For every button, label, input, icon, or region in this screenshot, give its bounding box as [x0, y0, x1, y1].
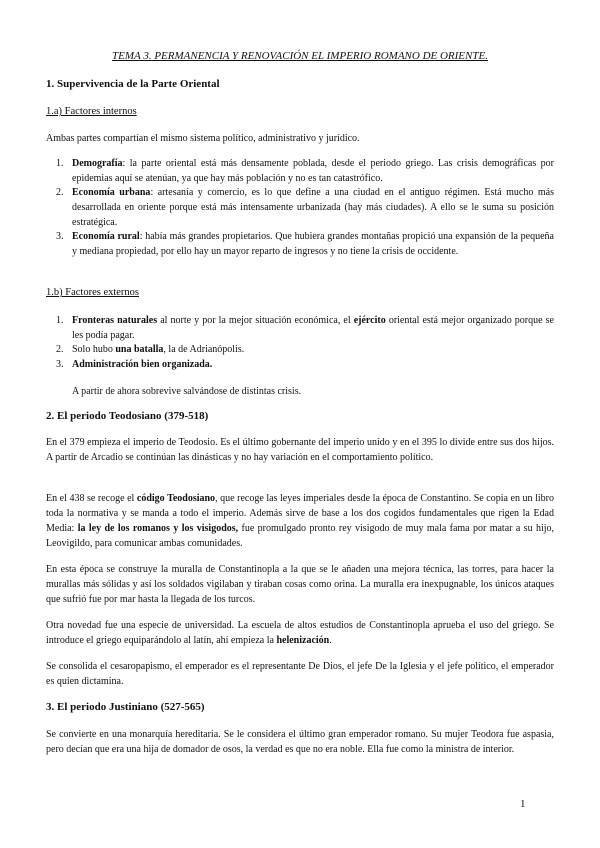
- paragraph-emphasis: helenización: [276, 635, 330, 646]
- list-item-term: ejército: [353, 315, 386, 326]
- list-number: 2.: [56, 344, 64, 355]
- section-1b-subheading: 1.b) Factores externos: [46, 287, 140, 298]
- list-item: [56, 229, 554, 259]
- paragraph-text: fue promulgado pronto rey visigodo de muy mala fama por matar a su hijo, Leovigildo, para comunicar ambas comunidades.: [46, 523, 555, 549]
- list-item: [56, 185, 554, 230]
- paragraph-emphasis: la ley de los romanos y los visigodos,: [77, 523, 239, 534]
- list-item-text: : artesanía y comercio, es lo que define a una ciudad en el antiguo régimen. Está mucho más desarrollada en oriente porque está más intensamente urbanizada (hay más ciudades). A ello se le suma su posición estratégica.: [72, 187, 554, 228]
- section-3-paragraph-1: Se convierte en una monarquía hereditaria. Se le considera el último gran emperador romano. Su mujer Teodora fue aspasia, pero decían que era una hija de domador de osos, la verdad es que no era noble. Ella fue como la ministra de interior.: [46, 729, 554, 755]
- page-number: 1: [520, 798, 526, 810]
- list-item-term: Demografía: [72, 158, 123, 169]
- section-2-paragraph-4: [46, 618, 554, 648]
- section-2-paragraph-3: En esta época se construye la muralla de Constantinopla a la que se le añaden una mejora técnica, las torres, para hacer la murallas más sólidas y así los soldados vigilaban y tiraban cosas como orina. La muralla era inexpugnable, los únicos ataques que sufrió fue por mar hasta la llegada de los turcos.: [46, 564, 554, 605]
- section-1b-note: A partir de ahora sobrevive salvándose de distintas crisis.: [72, 386, 302, 397]
- list-item-text: al norte y por la mejor situación económica, el: [157, 315, 354, 326]
- list-item-term: Economía rural: [72, 231, 140, 242]
- section-2-heading: 2. El periodo Teodosiano (379-518): [46, 410, 209, 422]
- paragraph-text: En el 438 se recoge el: [46, 493, 137, 504]
- paragraph-text: , que recoge las leyes imperiales desde la época de Constantino. Se copia en un libro toda la normativa y se manda a todo el imperio. Además sirve de base a los dos cogidos fundamentales que rigen la Edad Media:: [46, 493, 554, 534]
- list-item-text: : había más grandes propietarios. Que hubiera grandes montañas propició una expansión de la pequeña y mediana propiedad, por ello hay un mayor reparto de ingresos y no tiene la crisis de occidente.: [72, 231, 554, 257]
- paragraph-text: .: [329, 635, 332, 646]
- list-item: [56, 342, 554, 357]
- paragraph-text: Otra novedad fue una especie de universidad. La escuela de altos estudios de Constantinopla aprueba el uso del griego. Se introduce el griego equiparándolo al latín, ahí empieza la: [46, 620, 554, 646]
- section-2-paragraph-5: Se consolida el cesaropapismo, el emperador es el representante De Dios, el jefe De la Iglesia y el jefe político, el emperador es quien dictamina.: [46, 661, 554, 687]
- section-1-heading: 1. Supervivencia de la Parte Oriental: [46, 78, 220, 90]
- list-item-text: Solo hubo: [72, 344, 116, 355]
- list-item-term: una batalla: [115, 344, 164, 355]
- list-number: 3.: [56, 231, 64, 242]
- section-3-heading: 3. El periodo Justiniano (527-565): [46, 701, 205, 713]
- list-item-text: oriental está mejor organizado porque se les podía pagar.: [72, 315, 554, 341]
- section-1a-subheading: 1.a) Factores internos: [46, 106, 137, 117]
- document-title: TEMA 3. PERMANENCIA Y RENOVACIÓN EL IMPERIO ROMANO DE ORIENTE.: [112, 50, 488, 62]
- list-item-text: , la de Adrianópolis.: [163, 344, 245, 355]
- list-number: 2.: [56, 187, 64, 198]
- list-item: [56, 357, 554, 372]
- section-2-paragraph-2: [46, 491, 554, 551]
- list-item-term: Fronteras naturales: [72, 315, 158, 326]
- list-item-text: : la parte oriental está más densamente poblada, desde el periodo griego. Las crisis demográficas por epidemias aquí se atenúan, ya que hay más población y no es tan catastrófico.: [72, 158, 554, 184]
- list-item-term: Administración bien organizada.: [72, 359, 213, 370]
- list-number: 3.: [56, 359, 64, 370]
- list-item-term: Economía urbana: [72, 187, 151, 198]
- section-1a-intro: Ambas partes compartían el mismo sistema político, administrativo y jurídico.: [46, 133, 360, 144]
- section-2-paragraph-1: En el 379 empieza el imperio de Teodosio. Es el último gobernante del imperio unido y en el 395 lo divide entre sus dos hijos. A partir de Arcadio se continúan las dinásticas y no hay variación en el comportamiento político.: [46, 437, 554, 463]
- paragraph-emphasis: código Teodosiano: [136, 493, 216, 504]
- list-number: 1.: [56, 315, 64, 326]
- list-number: 1.: [56, 158, 64, 169]
- list-item: [56, 156, 554, 186]
- list-item: [56, 313, 554, 343]
